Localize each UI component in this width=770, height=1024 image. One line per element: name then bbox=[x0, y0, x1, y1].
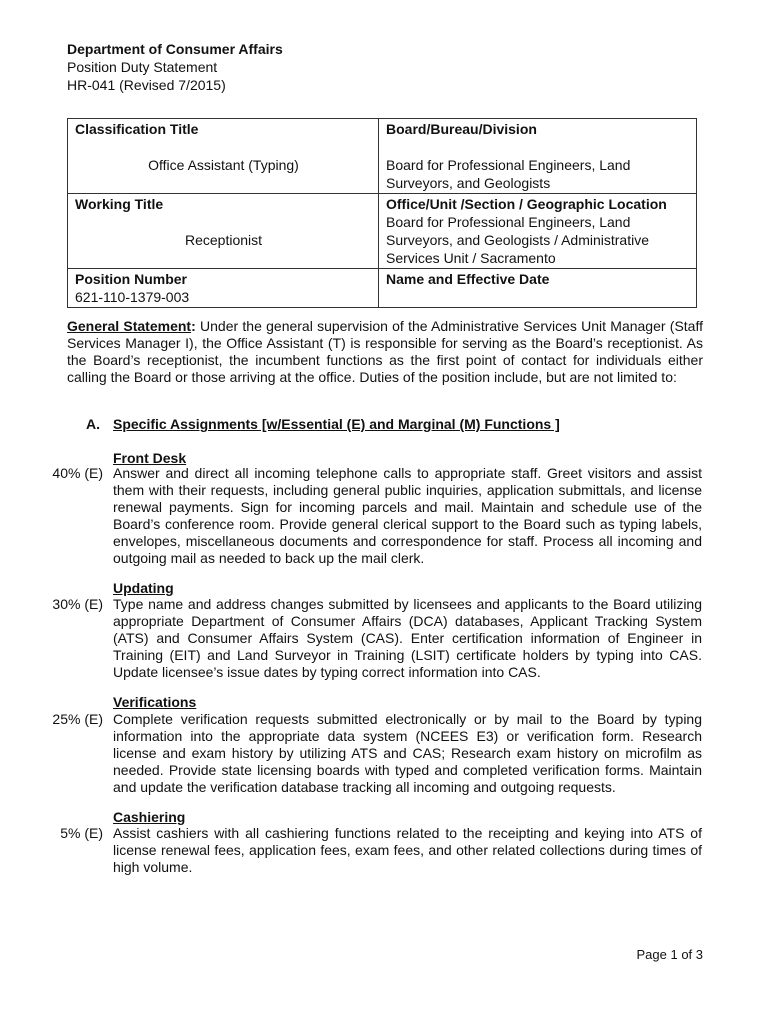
task-description: Type name and address changes submitted by licensees and applicants to the Board utilizing appropriate Department of Consumer Affairs (DCA) databases, Applicant Tracking System (ATS) and Consumer Affairs System (CAS). Enter certification information of Engineer in Training (EIT) and Land Surveyor in Training (LSIT) certificate holders by typing into CAS. Update licensee’s issue dates by typing correct information into CAS. bbox=[113, 596, 702, 680]
general-statement: General Statement: Under the general supervision of the Administrative Services Unit Manager (Staff Services Manager I), the Office Assistant (T) is responsible for serving as the Board’s receptionist. As the Board’s receptionist, the incumbent functions as the first point of contact for individuals either calling the Board or those arriving at the office. Duties of the position include, but are not limited to: bbox=[67, 318, 703, 385]
task-title: Verifications bbox=[113, 694, 197, 710]
office-value: Board for Professional Engineers, Land Surveyors, and Geologists / Administrative Services Unit / Sacramento bbox=[386, 214, 650, 266]
task-title: Updating bbox=[113, 580, 174, 596]
general-statement-label: General Statement bbox=[67, 318, 192, 334]
section-a-title: Specific Assignments [w/Essential (E) and Marginal (M) Functions ] bbox=[113, 416, 560, 432]
page-number: Page 1 of 3 bbox=[636, 947, 703, 962]
working-title-label: Working Title bbox=[75, 196, 164, 212]
task-description: Answer and direct all incoming telephone calls to appropriate staff. Greet visitors and assist them with their requests, including general public inquiries, application submittals, and license renewal payments. Sign for incoming parcels and mail. Maintain and schedule use of the Board’s conference room. Provide general clerical support to the Board such as typing labels, envelopes, miscellaneous documents and correspondence for staff. Process all incoming and outgoing mail as needed to back up the mail clerk. bbox=[113, 465, 702, 566]
position-info-table bbox=[67, 118, 697, 308]
position-number-cell bbox=[68, 269, 379, 308]
task-description: Complete verification requests submitted electronically or by mail to the Board by typing information into the appropriate data system (NCEES E3) or verification form. Research license and exam history by utilizing ATS and CAS; Research exam history on microfilm as needed. Provide state licensing boards with typed and completed verification forms. Maintain and update the verification database tracking all incoming and outgoing requests. bbox=[113, 711, 702, 795]
task-description: Assist cashiers with all cashiering functions related to the receipting and keying into ATS of license renewal fees, application fees, exam fees, and other related collections during times of high volume. bbox=[113, 825, 702, 875]
classification-title-label: Classification Title bbox=[75, 121, 199, 137]
task-title: Front Desk bbox=[113, 450, 187, 466]
position-number-value: 621-110-1379-003 bbox=[75, 289, 190, 305]
section-a-letter: A. bbox=[86, 416, 100, 432]
office-label: Office/Unit /Section / Geographic Location bbox=[386, 196, 667, 212]
task-percent: 25% (E) bbox=[52, 711, 103, 727]
department-name: Department of Consumer Affairs bbox=[67, 41, 283, 57]
position-number-label: Position Number bbox=[75, 271, 188, 287]
section-a-heading bbox=[86, 416, 560, 432]
classification-title-cell bbox=[68, 119, 379, 194]
task-title: Cashiering bbox=[113, 809, 186, 825]
document-title: Position Duty Statement bbox=[67, 59, 218, 75]
board-value: Board for Professional Engineers, Land Surveyors, and Geologists bbox=[386, 157, 631, 191]
name-date-label: Name and Effective Date bbox=[386, 271, 550, 287]
general-statement-text: Under the general supervision of the Administrative Services Unit Manager (Staff Services Manager I), the Office Assistant (T) is responsible for serving as the Board’s receptionist. As the Board’s receptionist, the incumbent functions as the first point of contact for individuals either calling the Board or those arriving at the office. Duties of the position include, but are not limited to: bbox=[67, 318, 703, 385]
working-title-value: Receptionist bbox=[184, 232, 263, 248]
task-percent: 40% (E) bbox=[52, 465, 103, 481]
board-label: Board/Bureau/Division bbox=[386, 121, 537, 137]
task-percent: 30% (E) bbox=[52, 596, 103, 612]
board-cell bbox=[379, 119, 697, 194]
working-title-cell bbox=[68, 194, 379, 269]
name-date-cell bbox=[379, 269, 697, 308]
form-number: HR-041 (Revised 7/2015) bbox=[67, 77, 226, 93]
office-cell bbox=[379, 194, 697, 269]
task-percent: 5% (E) bbox=[60, 825, 103, 841]
classification-title-value: Office Assistant (Typing) bbox=[148, 157, 299, 173]
document-header bbox=[67, 40, 283, 94]
